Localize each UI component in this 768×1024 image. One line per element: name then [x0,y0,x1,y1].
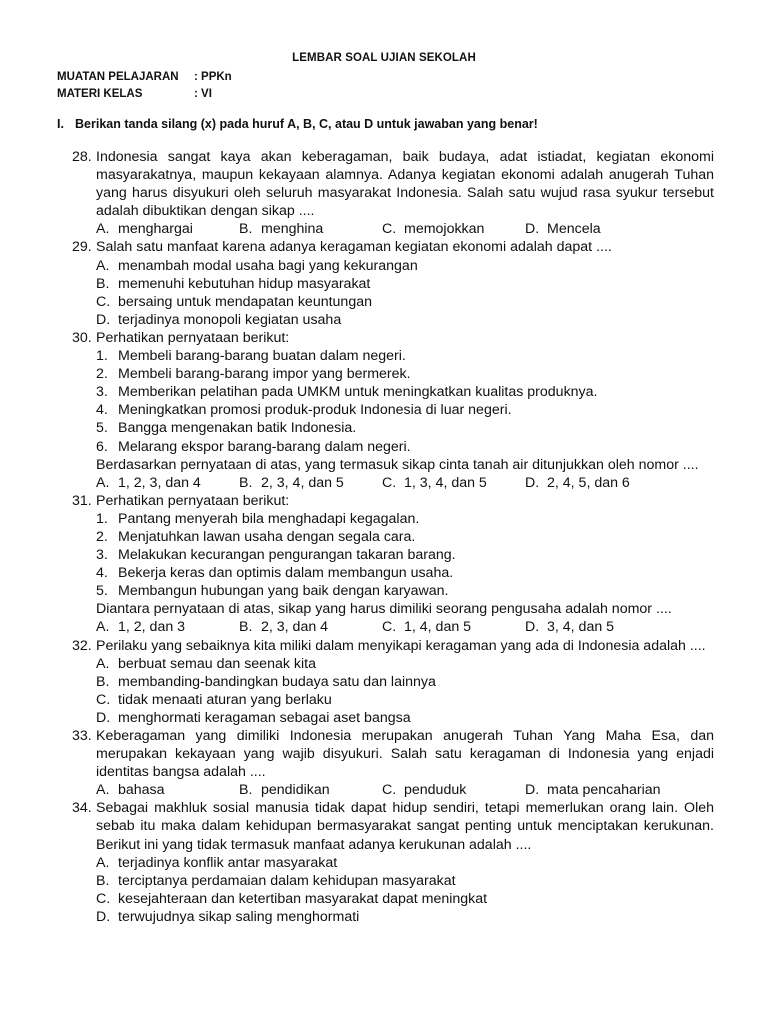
question-number: 33. [72,728,92,744]
statement-text: Pantang menyerah bila menghadapi kegagalan. [118,510,420,527]
option-letter: A. [96,619,110,636]
option-text: penduduk [404,782,467,799]
statement-number: 4. [96,565,108,582]
option-letter: C. [382,619,397,636]
statement-number: 6. [96,438,108,455]
statement-text: Memberikan pelatihan pada UMKM untuk meningkatkan kualitas produknya. [118,384,598,401]
statement-text: Membangun hubungan yang baik dengan karyawan. [118,583,449,600]
answer-option[interactable] [525,474,668,492]
option-text: terwujudnya sikap saling menghormati [118,908,360,925]
option-text: terjadinya konflik antar masyarakat [118,854,338,871]
option-text: terciptanya perdamaian dalam kehidupan masyarakat [118,872,456,889]
options-row [96,618,714,636]
statement-text: Melakukan kecurangan pengurangan takaran barang. [118,547,456,564]
statement-number: 3. [96,547,108,564]
question-number: 29. [72,239,92,256]
question-stem: Perilaku yang sebaiknya kita miliki dalam menyikapi keragaman yang ada di Indonesia adalah .... [96,637,706,654]
statement-item [96,383,714,401]
option-letter: B. [239,782,253,799]
answer-option[interactable] [96,691,714,709]
statement-text: Bangga mengenakan batik Indonesia. [118,420,357,437]
answer-option[interactable] [382,220,525,238]
statement-item [96,347,714,365]
statement-number: 3. [96,384,108,401]
option-letter: A. [96,257,110,274]
option-letter: D. [525,221,540,238]
question-stem: Keberagaman yang dimiliki Indonesia merupakan anugerah Tuhan Yang Maha Esa, dan merupakan kekayaan yang wajib disyukuri. Salah satu keragaman di Indonesia yang enjadi identitas bangsa adalah .... [96,728,714,781]
question-33 [72,727,714,799]
answer-option[interactable] [96,474,239,492]
question-28 [72,148,714,238]
answer-option[interactable] [239,618,382,636]
answer-option[interactable] [382,474,525,492]
subject-label: MUATAN PELAJARAN [57,71,179,83]
question-follow-up: Berdasarkan pernyataan di atas, yang termasuk sikap cinta tanah air ditunjukkan oleh nomor .... [96,456,699,473]
option-letter: C. [382,782,397,799]
class-label: MATERI KELAS [57,88,143,100]
instruction-number: I. [57,117,64,131]
statement-item [96,438,714,456]
option-text: 2, 4, 5, dan 6 [547,474,630,491]
option-letter: C. [96,890,111,907]
class-value: : VI [194,88,212,100]
answer-option[interactable] [239,220,382,238]
option-letter: B. [96,673,110,690]
instruction-text: Berikan tanda silang (x) pada huruf A, B, C, atau D untuk jawaban yang benar! [75,117,538,131]
option-text: pendidikan [261,782,330,799]
question-number: 34. [72,800,92,817]
option-letter: D. [525,782,540,799]
answer-option[interactable] [525,618,668,636]
statement-item [96,528,714,546]
option-text: membanding-bandingkan budaya satu dan lainnya [118,673,436,690]
subject-value: : PPKn [194,71,232,83]
option-text: menghormati keragaman sebagai aset bangsa [118,709,411,726]
question-number: 32. [72,637,92,654]
option-text: mata pencaharian [547,782,661,799]
option-text: terjadinya monopoli kegiatan usaha [118,311,342,328]
class-row [57,88,212,100]
statement-item [96,510,714,528]
answer-option[interactable] [382,781,525,799]
option-letter: D. [525,474,540,491]
statement-text: Menjatuhkan lawan usaha dengan segala cara. [118,528,416,545]
answer-option[interactable] [239,781,382,799]
option-letter: C. [382,221,397,238]
statement-item [96,401,714,419]
option-letter: D. [96,311,111,328]
question-29 [72,238,714,328]
option-letter: A. [96,854,110,871]
option-letter: B. [239,619,253,636]
statement-text: Membeli barang-barang impor yang bermerek. [118,366,411,383]
option-text: tidak menaati aturan yang berlaku [118,691,332,708]
option-text: berbuat semau dan seenak kita [118,655,316,672]
option-letter: A. [96,655,110,672]
statement-number: 5. [96,583,108,600]
answer-option[interactable] [525,220,668,238]
question-34 [72,799,714,926]
question-31 [72,492,714,637]
answer-option[interactable] [96,908,714,926]
option-letter: C. [96,691,111,708]
statement-item [96,564,714,582]
option-letter: A. [96,782,110,799]
option-letter: B. [239,474,253,491]
answer-option[interactable] [96,781,239,799]
question-stem: Sebagai makhluk sosial manusia tidak dapat hidup sendiri, tetapi memerlukan orang lain. Oleh sebab itu maka dalam kehidupan bermasyarakat sangat penting untuk menciptakan kerukunan. Berikut ini yang tidak termasuk manfaat adanya kerukunan adalah .... [96,800,714,853]
options-row [96,781,714,799]
option-text: Mencela [547,221,601,238]
option-text: memojokkan [404,221,485,238]
statement-text: Melarang ekspor barang-barang dalam negeri. [118,438,411,455]
statement-number: 1. [96,510,108,527]
option-text: 1, 3, 4, dan 5 [404,474,487,491]
question-number: 28. [72,149,92,165]
statement-text: Bekerja keras dan optimis dalam membangun usaha. [118,565,454,582]
answer-option[interactable] [96,673,714,691]
statement-item [96,419,714,437]
statement-text: Membeli barang-barang buatan dalam negeri. [118,348,406,365]
statement-text: Meningkatkan promosi produk-produk Indonesia di luar negeri. [118,402,512,419]
option-text: 1, 4, dan 5 [404,619,472,636]
statement-number: 2. [96,528,108,545]
answer-option[interactable] [96,709,714,727]
option-text: memenuhi kebutuhan hidup masyarakat [118,275,371,292]
instruction [57,117,538,131]
statement-number: 5. [96,420,108,437]
question-stem: Indonesia sangat kaya akan keberagaman, baik budaya, adat istiadat, kegiatan ekonomi masyarakatnya, maupun kekayaan alamnya. Adanya kegiatan ekonomi adalah anugerah Tuhan yang harus disyukuri oleh seluruh masyarakat Indonesia. Salah satu wujud rasa syukur tersebut adalah dibuktikan dengan sikap .... [96,149,714,220]
option-text: menghina [261,221,324,238]
question-stem: Perhatikan pernyataan berikut: [96,329,290,346]
answer-option[interactable] [96,275,714,293]
question-32 [72,637,714,727]
option-text: menghargai [118,221,193,238]
option-text: menambah modal usaha bagi yang kekurangan [118,257,418,274]
option-text: kesejahteraan dan ketertiban masyarakat dapat meningkat [118,890,488,907]
option-text: 2, 3, dan 4 [261,619,329,636]
statement-item [96,546,714,564]
option-letter: D. [96,908,111,925]
option-letter: C. [96,293,111,310]
statement-number: 2. [96,366,108,383]
options-row [96,220,714,238]
answer-option[interactable] [96,854,714,872]
answer-option[interactable] [96,618,239,636]
statement-item [96,365,714,383]
option-letter: C. [382,474,397,491]
answer-option[interactable] [96,311,714,329]
option-text: bahasa [118,782,165,799]
answer-option[interactable] [96,890,714,908]
option-letter: D. [96,709,111,726]
question-list [72,148,714,926]
option-letter: B. [96,275,110,292]
question-30 [72,329,714,492]
answer-option[interactable] [239,474,382,492]
options-row [96,474,714,492]
option-text: bersaing untuk mendapatan keuntungan [118,293,372,310]
answer-option[interactable] [96,872,714,890]
option-text: 1, 2, dan 3 [118,619,186,636]
option-text: 2, 3, 4, dan 5 [261,474,344,491]
answer-option[interactable] [96,257,714,275]
subject-row [57,71,232,83]
option-letter: D. [525,619,540,636]
answer-option[interactable] [382,618,525,636]
answer-option[interactable] [96,655,714,673]
statement-number: 4. [96,402,108,419]
option-letter: B. [96,872,110,889]
option-letter: B. [239,221,253,238]
answer-option[interactable] [525,781,668,799]
option-text: 3, 4, dan 5 [547,619,615,636]
statement-number: 1. [96,348,108,365]
page-title: LEMBAR SOAL UJIAN SEKOLAH [292,52,476,64]
answer-option[interactable] [96,293,714,311]
option-letter: A. [96,221,110,238]
question-stem: Perhatikan pernyataan berikut: [96,492,290,509]
statement-item [96,582,714,600]
question-follow-up: Diantara pernyataan di atas, sikap yang harus dimiliki seorang pengusaha adalah nomor .... [96,601,672,618]
answer-option[interactable] [96,220,239,238]
question-stem: Salah satu manfaat karena adanya keragaman kegiatan ekonomi adalah dapat .... [96,239,612,256]
option-text: 1, 2, 3, dan 4 [118,474,201,491]
question-number: 31. [72,492,92,509]
question-number: 30. [72,329,92,346]
option-letter: A. [96,474,110,491]
